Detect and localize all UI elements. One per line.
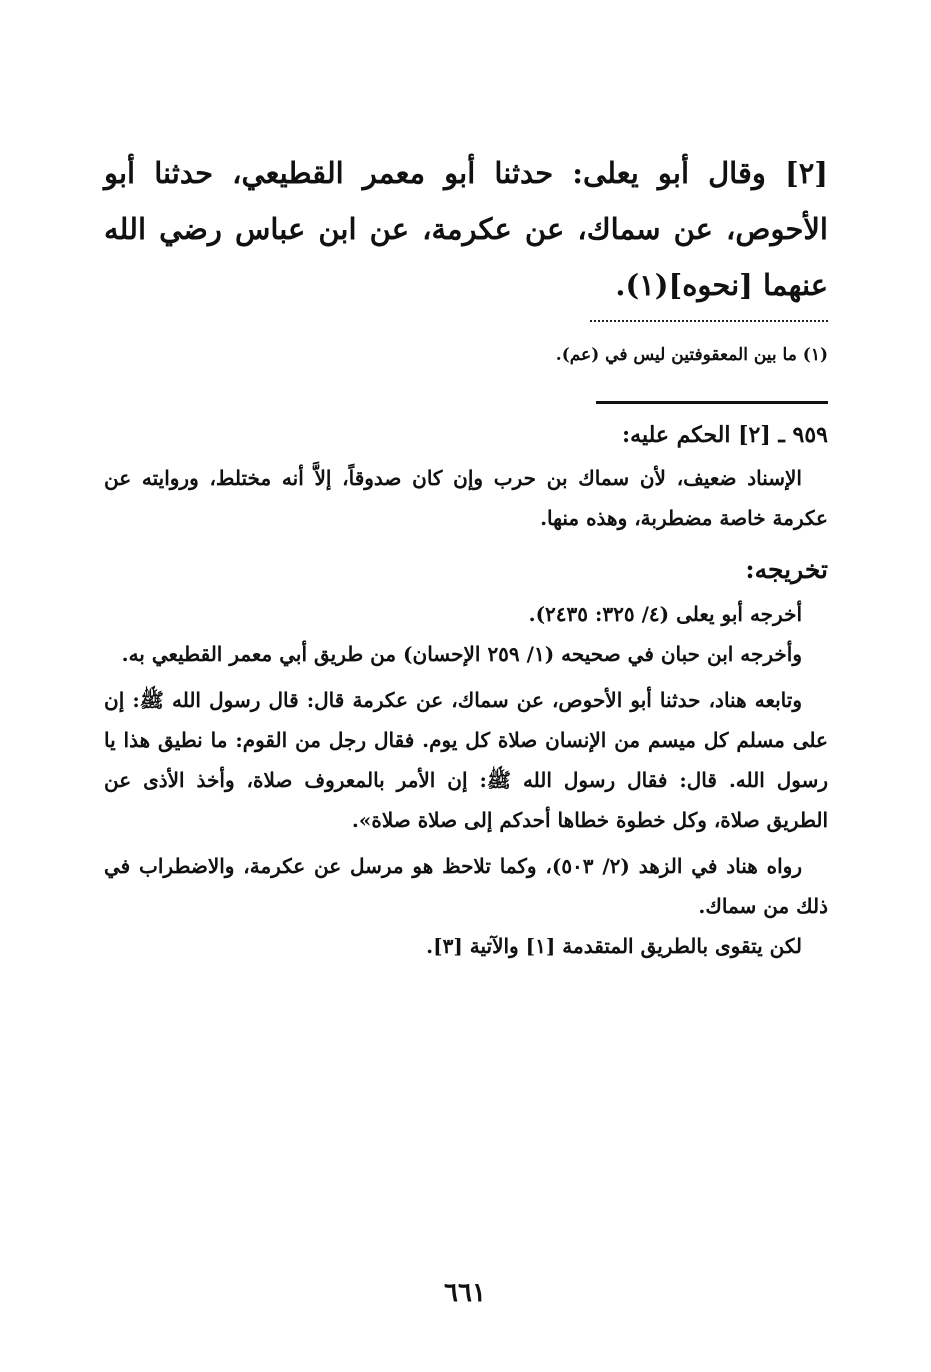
section-heading: ٩٥٩ ـ [٢] الحكم عليه: [622,422,828,448]
section-separator-line [596,401,828,404]
page-number: ٦٦١ [444,1278,486,1308]
takhrij-paragraph-2: وأخرجه ابن حبان في صحيحه (١/ ٢٥٩ الإحسان) من طريق أبي معمر القطيعي به. [121,642,802,666]
isnad-ruling-text: الإسناد ضعيف، لأن سماك بن حرب وإن كان صدوقاً، إلاَّ أنه مختلط، وروايته عن عكرمة خاصة مضطربة، وهذه منها. [104,466,828,530]
takhrij-paragraph-1: أخرجه أبو يعلى (٤/ ٣٢٥: ٢٤٣٥). [528,602,802,626]
main-paragraph-block [104,145,828,313]
takhrij-paragraph-5: لكن يتقوى بالطريق المتقدمة [١] والآتية [٣]. [426,934,802,958]
takhrij-title: تخريجه: [745,555,828,584]
footnote: (١) ما بين المعقوفتين ليس في (عم). [555,345,828,365]
footnote-separator-dots [590,308,828,322]
main-paragraph: [٢] وقال أبو يعلى: حدثنا أبو معمر القطيعي، حدثنا أبو الأحوص، عن سماك، عن عكرمة، عن ابن عباس رضي الله عنهما [نحوه](١). [104,156,828,302]
takhrij-paragraph-4: رواه هناد في الزهد (٢/ ٥٠٣)، وكما تلاحظ هو مرسل عن عكرمة، والاضطراب في ذلك من سماك. [104,854,828,918]
takhrij-block [104,594,828,966]
isnad-ruling-block [104,458,828,538]
takhrij-paragraph-3: وتابعه هناد، حدثنا أبو الأحوص، عن سماك، عن عكرمة قال: قال رسول الله ﷺ: إن على مسلم كل ميسم من الإنسان صلاة كل يوم. فقال رجل من القوم: ما نطيق هذا يا رسول الله. قال: فقال رسول الله ﷺ: إن الأمر بالمعروف صلاة، وأخذ الأذى عن الطريق صلاة، وكل خطوة خطاها أحدكم إلى صلاة صلاة». [104,688,828,832]
